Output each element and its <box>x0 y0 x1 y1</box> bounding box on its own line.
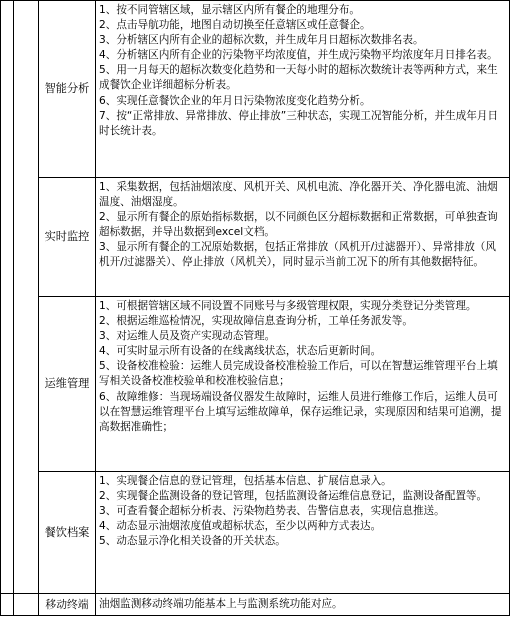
list-item: 3、可查看餐企超标分析表、污染物趋势表、告警信息表，实现信息推送。 <box>99 505 445 518</box>
list-item: 5、用一月每天的超标次数变化趋势和一天每小时的超标次数统计表等两种方式，来生成餐饮企业详细超标分析表。 <box>99 64 498 92</box>
list-item: 1、可根据管辖区域不同设置不同账号与多级管理权限，实现分类登记分类管理。 <box>99 300 477 312</box>
section-label: 智能分析 <box>39 1 96 178</box>
table-row <box>1 594 510 616</box>
table-row <box>1 297 510 472</box>
blank-cell <box>1 594 14 616</box>
blank-cell <box>1 1 14 594</box>
section-label: 运维管理 <box>39 297 96 472</box>
list-item: 2、显示所有餐企的原始指标数据，以不同颜色区分超标数据和正常数据，可单独查询超标数据，并导出数据到excel文档。 <box>99 211 498 239</box>
list-item: 6、故障维修：当现场端设备仪器发生故障时，运维人员进行维修工作后，运维人员可以在智慧运维管理平台上填写运维故障单，保存运维记录，实现原因和结果可追溯，提高数据准确性； <box>99 390 502 433</box>
list-item: 4、可实时显示所有设备的在线离线状态，状态后更新时间。 <box>99 345 382 358</box>
section-content <box>96 178 510 297</box>
table-row <box>1 472 510 594</box>
blank-cell <box>14 594 39 616</box>
list-item: 1、实现餐企信息的登记管理，包括基本信息、扩展信息录入。 <box>99 475 392 487</box>
table-row <box>1 178 510 297</box>
list-item: 5、设备校准检验：运维人员完成设备校准检验工作后，可以在智慧运维管理平台上填写相关设备校准校验单和校准校验信息； <box>99 360 498 388</box>
list-item: 1、采集数据，包括油烟浓度、风机开关、风机电流、净化器开关、净化器电流、油烟温度、油烟湿度。 <box>99 181 498 209</box>
list-item: 7、按“正常排放、异常排放、停止排放”三种状态，实现工况智能分析，并生成年月日时长统计表。 <box>99 109 499 137</box>
section-label: 移动终端 <box>39 594 96 616</box>
list-item: 3、对运维人员及资产实现动态管理。 <box>99 330 276 343</box>
list-item: 油烟监测移动终端功能基本上与监测系统功能对应。 <box>99 597 343 610</box>
section-label: 餐饮档案 <box>39 472 96 594</box>
section-content <box>96 297 510 472</box>
list-item: 2、根据运维巡检情况，实现故障信息查询分析，工单任务派发等。 <box>99 315 413 328</box>
section-content <box>96 594 510 616</box>
list-item: 2、点击导航功能，地图自动切换至任意辖区或任意餐企。 <box>99 19 371 32</box>
list-item: 2、实现餐企监测设备的登记管理，包括监测设备运维信息登记，监测设备配置等。 <box>99 490 488 503</box>
list-item: 4、分析辖区内所有企业的污染物平均浓度值，并生成污染物平均浓度年月日排名表。 <box>99 49 498 62</box>
table-row <box>1 1 510 178</box>
list-item: 6、实现任意餐饮企业的年月日污染物浓度变化趋势分析。 <box>99 94 371 107</box>
section-content <box>96 472 510 594</box>
list-item: 5、动态显示净化相关设备的开关状态。 <box>99 535 286 548</box>
list-item: 4、动态显示油烟浓度值或超标状态，至少以两种方式表达。 <box>99 520 382 533</box>
list-item: 3、分析辖区内所有企业的超标次数，并生成年月日超标次数排名表。 <box>99 34 424 47</box>
section-label: 实时监控 <box>39 178 96 297</box>
list-item: 1、按不同管辖区域，显示辖区内所有餐企的地理分布。 <box>99 4 360 16</box>
list-item: 3、显示所有餐企的工况原始数据，包括正常排放（风机开/过滤器开）、异常排放（风机开/过滤器关）、停止排放（风机关），同时显示当前工况下的所有其他数据特征。 <box>99 241 496 269</box>
blank-cell <box>14 1 39 594</box>
section-content <box>96 1 510 178</box>
